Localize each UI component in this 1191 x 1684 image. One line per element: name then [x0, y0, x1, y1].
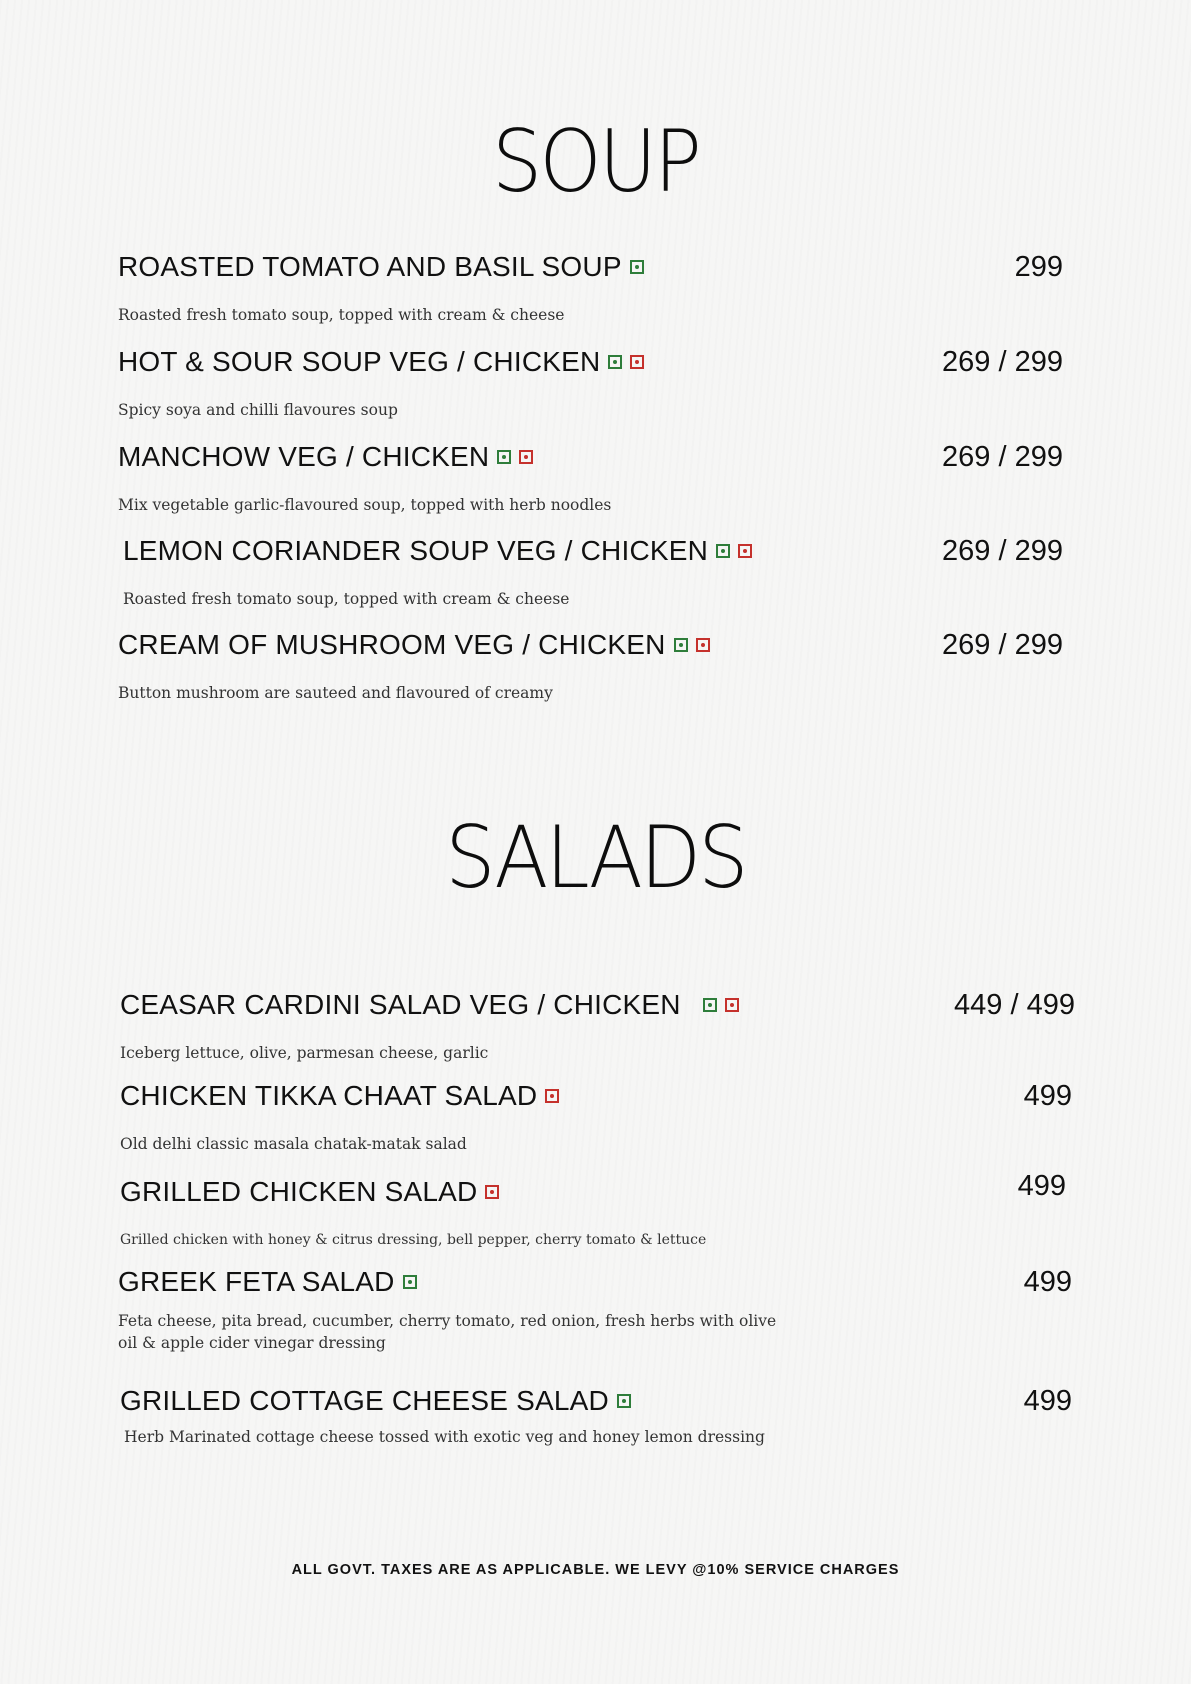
diet-markers — [489, 440, 533, 474]
item-price: 269 / 299 — [942, 441, 1063, 473]
item-name: GRILLED CHICKEN SALAD — [120, 1176, 478, 1207]
menu-item — [0, 628, 1191, 702]
menu-item — [0, 1079, 1191, 1153]
menu-item — [0, 1265, 1191, 1355]
item-name: CHICKEN TIKKA CHAAT SALAD — [120, 1080, 538, 1111]
item-description: Button mushroom are sauteed and flavoured of creamy — [118, 684, 553, 702]
diet-markers — [666, 628, 710, 662]
item-name: CREAM OF MUSHROOM VEG / CHICKEN — [118, 629, 666, 660]
item-name: HOT & SOUR SOUP VEG / CHICKEN — [118, 346, 601, 377]
diet-markers — [695, 988, 739, 1022]
item-price: 499 — [1017, 1170, 1066, 1202]
item-price: 269 / 299 — [942, 535, 1063, 567]
item-price: 499 — [1023, 1080, 1072, 1112]
veg-icon — [703, 998, 717, 1012]
item-name: LEMON CORIANDER SOUP VEG / CHICKEN — [123, 535, 709, 566]
diet-markers — [600, 345, 644, 379]
menu-item — [0, 988, 1191, 1062]
nonveg-icon — [696, 638, 710, 652]
menu-item — [0, 250, 1191, 324]
veg-icon — [608, 355, 622, 369]
veg-icon — [674, 638, 688, 652]
diet-markers — [708, 534, 752, 568]
menu-item — [0, 1384, 1191, 1454]
item-description: Mix vegetable garlic-flavoured soup, topped with herb noodles — [118, 496, 612, 514]
item-description: Herb Marinated cottage cheese tossed with exotic veg and honey lemon dressing — [124, 1428, 765, 1446]
item-price: 269 / 299 — [942, 346, 1063, 378]
item-description: Feta cheese, pita bread, cucumber, cherry tomato, red onion, fresh herbs with olive — [118, 1312, 777, 1330]
diet-markers — [609, 1384, 631, 1418]
item-description: Iceberg lettuce, olive, parmesan cheese, garlic — [120, 1044, 489, 1062]
veg-icon — [497, 450, 511, 464]
item-description-line2: oil & apple cider vinegar dressing — [118, 1334, 386, 1352]
nonveg-icon — [738, 544, 752, 558]
item-description: Grilled chicken with honey & citrus dressing, bell pepper, cherry tomato & lettuce — [120, 1232, 707, 1248]
item-price: 299 — [1014, 251, 1063, 283]
diet-markers — [477, 1175, 499, 1209]
item-description: Roasted fresh tomato soup, topped with cream & cheese — [118, 306, 565, 324]
veg-icon — [716, 544, 730, 558]
diet-markers — [395, 1265, 417, 1299]
menu-item — [0, 1170, 1191, 1248]
nonveg-icon — [725, 998, 739, 1012]
item-price: 499 — [1023, 1385, 1072, 1417]
menu-item — [0, 440, 1191, 514]
veg-icon — [403, 1275, 417, 1289]
veg-icon — [630, 260, 644, 274]
item-name: GRILLED COTTAGE CHEESE SALAD — [120, 1385, 609, 1416]
nonveg-icon — [485, 1185, 499, 1199]
item-description: Roasted fresh tomato soup, topped with cream & cheese — [123, 590, 570, 608]
item-description: Old delhi classic masala chatak-matak salad — [120, 1135, 467, 1153]
nonveg-icon — [630, 355, 644, 369]
section-title-soup: SOUP — [491, 112, 700, 212]
nonveg-icon — [519, 450, 533, 464]
diet-markers — [622, 250, 644, 284]
item-name: ROASTED TOMATO AND BASIL SOUP — [118, 251, 622, 282]
section-title-salads: SALADS — [445, 808, 746, 908]
item-name: GREEK FETA SALAD — [118, 1266, 395, 1297]
item-name: CEASAR CARDINI SALAD VEG / CHICKEN — [120, 989, 681, 1020]
nonveg-icon — [545, 1089, 559, 1103]
item-price: 449 / 499 — [954, 989, 1075, 1021]
item-description: Spicy soya and chilli flavoures soup — [118, 401, 398, 419]
menu-item — [0, 345, 1191, 419]
item-price: 499 — [1023, 1266, 1072, 1298]
diet-markers — [537, 1079, 559, 1113]
item-name: MANCHOW VEG / CHICKEN — [118, 441, 490, 472]
menu-item — [0, 534, 1191, 608]
item-price: 269 / 299 — [942, 629, 1063, 661]
footer-note: ALL GOVT. TAXES ARE AS APPLICABLE. WE LEVY @10% SERVICE CHARGES — [291, 1562, 900, 1578]
veg-icon — [617, 1394, 631, 1408]
